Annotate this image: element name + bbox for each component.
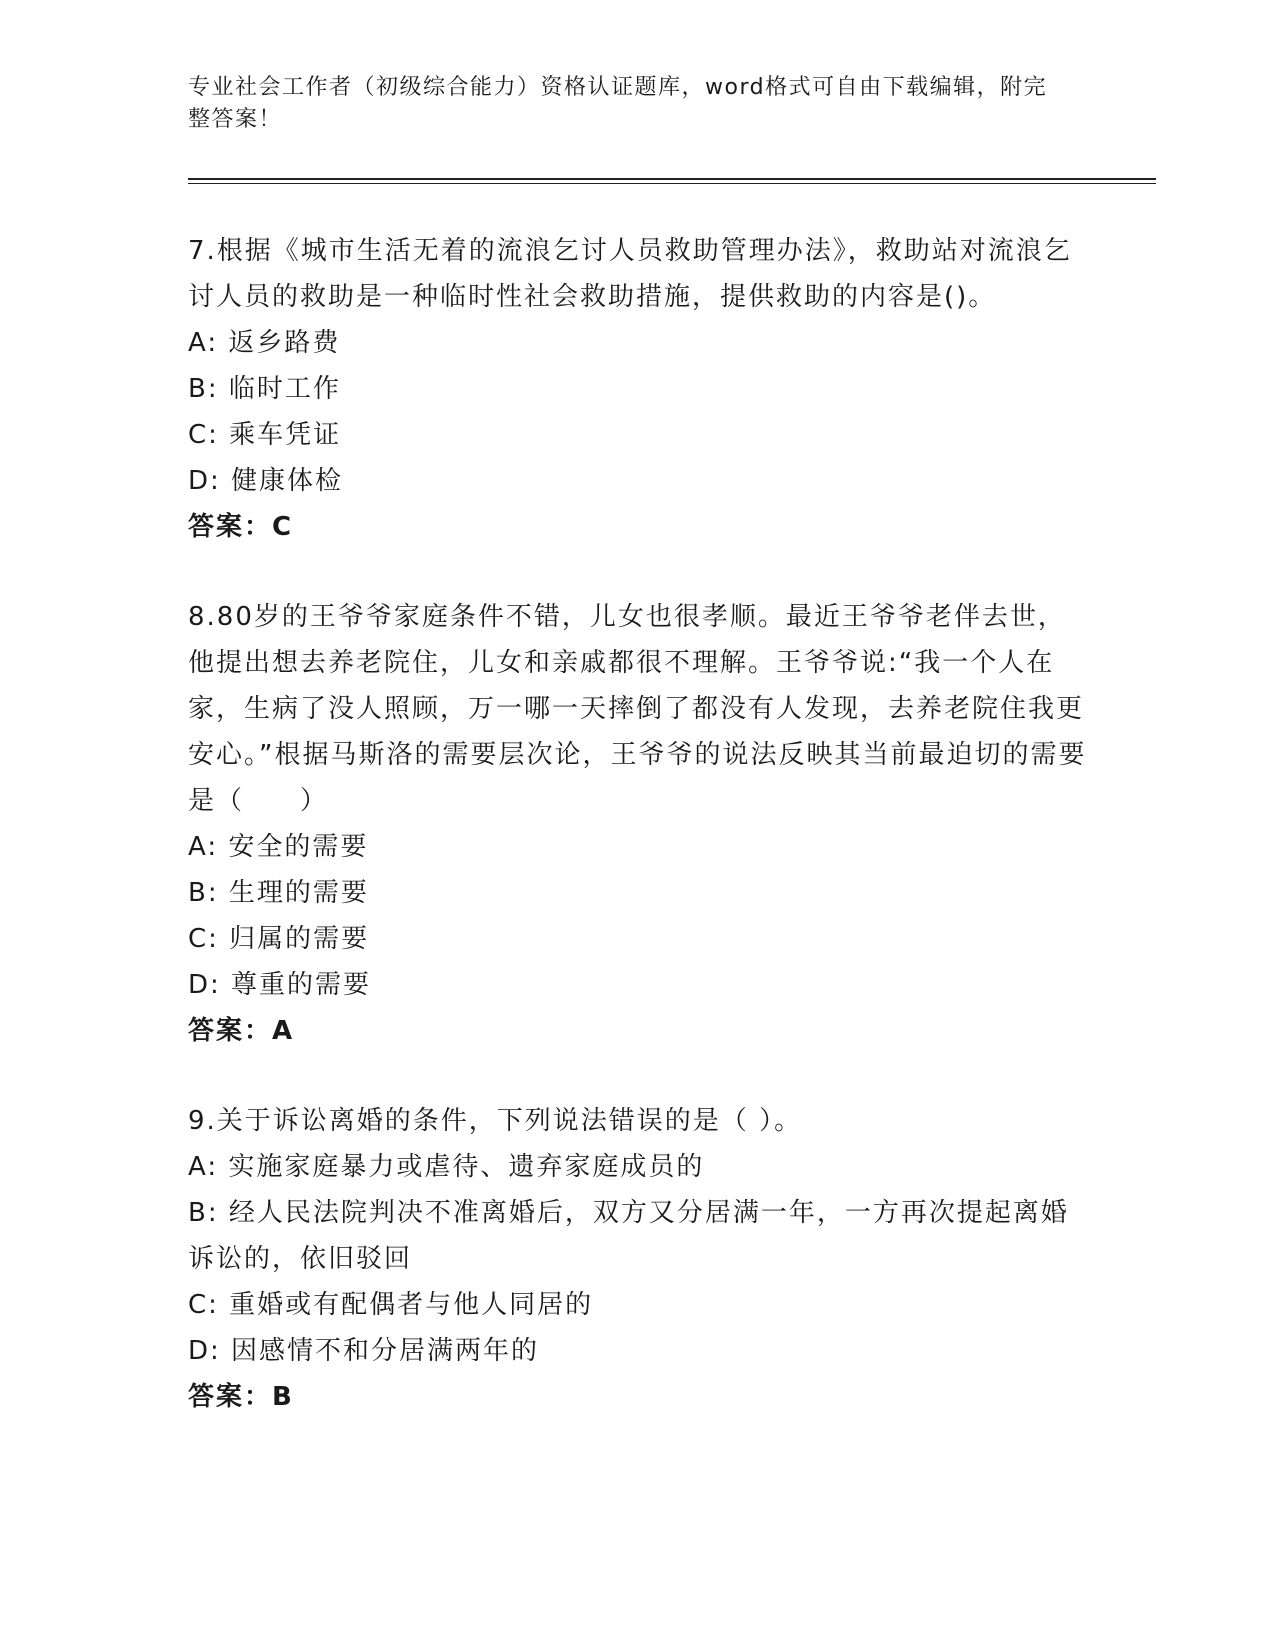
option-c: C: 乘车凭证 (188, 420, 342, 450)
answer: 答案：B (188, 1382, 294, 1412)
question-9 (188, 1098, 1088, 1420)
option-d: D: 健康体检 (188, 466, 344, 496)
option-a: A: 安全的需要 (188, 832, 369, 862)
answer: 答案：A (188, 1016, 295, 1046)
option-b: B: 临时工作 (188, 374, 341, 404)
question-stem: 8.80岁的王爷爷家庭条件不错，儿女也很孝顺。最近王爷爷老伴去世，他提出想去养老院住，儿女和亲戚都很不理解。王爷爷说:“我一个人在家，生病了没人照顾，万一哪一天摔倒了都没有人发现，去养老院住我更安心。”根据马斯洛的需要层次论，王爷爷的说法反映其当前最迫切的需要是（ ） (188, 602, 1087, 816)
option-d: D: 因感情不和分居满两年的 (188, 1336, 540, 1366)
header-rule-top (188, 178, 1156, 180)
option-c: C: 重婚或有配偶者与他人同居的 (188, 1290, 594, 1320)
question-7 (188, 228, 1088, 550)
option-a: A: 返乡路费 (188, 328, 341, 358)
option-b: B: 生理的需要 (188, 878, 369, 908)
option-c: C: 归属的需要 (188, 924, 370, 954)
question-8 (188, 594, 1088, 1054)
question-list (188, 228, 1088, 1464)
question-stem: 9.关于诉讼离婚的条件，下列说法错误的是（ ）。 (188, 1106, 803, 1136)
answer: 答案：C (188, 512, 294, 542)
option-a: A: 实施家庭暴力或虐待、遗弃家庭成员的 (188, 1152, 705, 1182)
question-stem: 7.根据《城市生活无着的流浪乞讨人员救助管理办法》，救助站对流浪乞讨人员的救助是一种临时性社会救助措施，提供救助的内容是()。 (188, 236, 1072, 312)
document-header: 专业社会工作者（初级综合能力）资格认证题库，word格式可自由下载编辑，附完整答案！ (188, 75, 1048, 132)
option-d: D: 尊重的需要 (188, 970, 372, 1000)
header-rule-bottom (188, 183, 1156, 184)
option-b: B: 经人民法院判决不准离婚后，双方又分居满一年，一方再次提起离婚诉讼的，依旧驳回 (188, 1198, 1069, 1274)
